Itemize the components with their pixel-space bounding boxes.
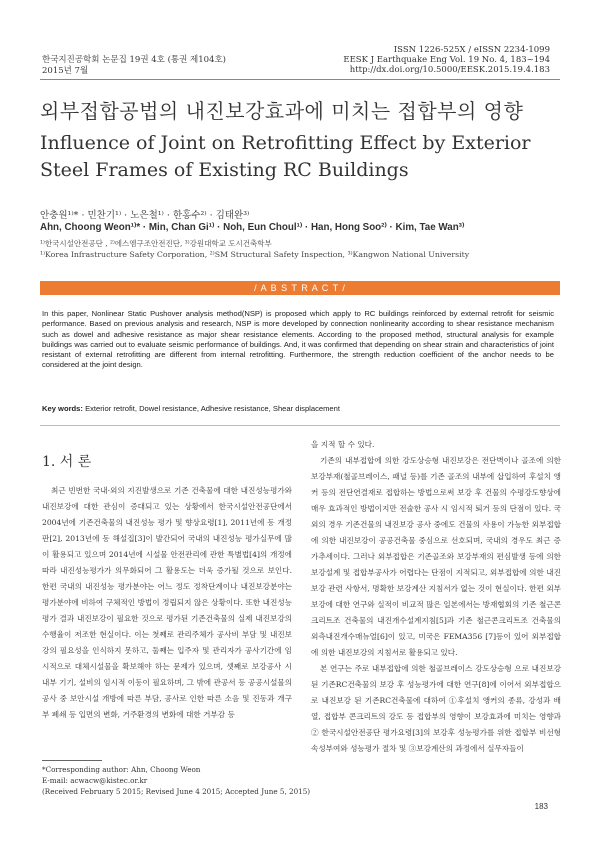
journal-date-ko: 2015년 7월 [42, 66, 89, 76]
keywords-label: Key words: [42, 404, 83, 413]
authors-korean: 안충원¹⁾* · 민찬기¹⁾ · 노은철¹⁾ · 한홍수²⁾ · 김태완³⁾ [40, 210, 250, 221]
body-column-right [311, 437, 561, 757]
page-number: 183 [534, 802, 548, 811]
journal-header-left [42, 55, 226, 77]
body-paragraph: 을 지적 할 수 있다. [311, 440, 375, 449]
affiliation-korean: ¹⁾한국시설안전공단 , ²⁾에스엠구조안전진단, ³⁾강원대학교 도시건축학부 [40, 239, 272, 248]
corresponding-author: *Corresponding author: Ahn, Choong Weon [42, 765, 201, 774]
journal-name-ko: 한국지진공학회 논문집 19권 4호 (통권 제104호) [42, 55, 226, 65]
received-dates: (Received February 5 2015; Revised June 4 2015; Accepted June 5, 2015) [42, 787, 311, 796]
body-paragraph: 기존의 내부접합에 의한 강도상승형 내진보강은 전단벽이나 골조에 의한 보강부재(철골브레이스, 패널 등)를 기존 골조의 내부에 삽입하여 후설치 앵커 등의 전단연결재로 접합하는 방법으로써 보강 후 건물의 수평강도향상에 매우 효과적인 방법이지만 전술한 공사 시 임시적 퇴거 등의 단점이 있다. 국외의 경우 기존건물의 내진보강 공사 중에도 건물의 사용이 가능한 외부접합에 의한 내진보강이 공공건축물 중심으로 선호되며, 국내의 경우도 최근 증가추세이다. 그러나 외부접합은 기존골조와 보강부재의 편심발생 등에 의한 보강설계 및 접합부공사가 어렵다는 단점이 지적되고, 외부접합에 의한 내진보강 관련 사항서, 명확한 보강계산 지침서가 없는 것이 현실이다. 한편 외부보강에 대한 연구와 실적이 비교적 많은 일본에서는 방재협회의 기존 철근콘크리트조 건축물의 내진개수설계지침[5]과 기존 철근콘크리트조 건축물의 외측내진개수매뉴얼[6]이 있고, 미국은 FEMA356 [7]등이 있어 외부접합에 의한 내진보강의 지침서로 활용되고 있다. [311, 456, 561, 657]
abstract-text: In this paper, Nonlinear Static Pushover analysis method(NSP) is proposed which apply to RC buildings reinforced by external retrofit for seismic performance. Based on previous analysis and research, NSP is more developed by connection nonlinearity according to shear resistance mechanism such as dowel and adhesive resistance as major shear resistance elements. According to the proposed method, structural analysis for example buildings was carried out to evaluate seismic performance of buildings. And, it was confirmed that depending on shear strain and characteristics of joint resistant of external retrofitting are different from internal retrofitting. Furthermore, the strength reduction coefficient of the anchor needs to be considered at the joint design. [42, 309, 554, 370]
keywords-list: Exterior retrofit, Dowel resistance, Adhesive resistance, Shear displacement [85, 404, 340, 413]
abstract-divider [40, 425, 560, 426]
body-paragraph: 최근 빈번한 국내·외의 지진발생으로 기존 건축물에 대한 내진성능평가와 내진보강에 대한 관심이 증대되고 있는 상황에서 한국시설안전공단에서 2004년에 기존건축물의 내진성능 평가 및 향상요령[1], 2011년에 동 개정판[2], 2013년에 동 해설집[3]이 발간되어 국내의 내진성능 평가실무에 많이 활용되고 있으며 2014년에 시설물 안전관리에 관한 특별법[4]의 개정에 따라 내진성능평가가 의무화되어 그 활용도는 더욱 증가될 것으로 보인다. 한편 국내의 내진성능 평가분야는 어느 정도 정착단계이나 내진보강분야는 평가분야에 비하여 구체적인 방법이 정립되지 않은 상황이다. 또한 내진성능평가 결과 내진보강이 필요한 것으로 평가된 기존건축물의 실제 내진보강의 수행율이 저조한 현실이다. 이는 첫째로 관리주체가 공사비 부담 및 내진보강의 필요성을 인식하지 못하고, 둘째는 입주자 및 관리자가 공사기간에 임시적으로 대체시설물을 확보해야 하는 문제가 있으며, 셋째로 보강공사 시 내부 기기, 설비의 임시적 이동이 필요하며, 그 밖에 관공서 등 공공시설물의 공사 중 보안시설 개방에 따른 부담, 공사로 인한 따른 소음 및 진동과 개구부 폐쇄 등 입면의 변화, 거주환경의 변화에 대한 거부감 등 [42, 486, 292, 719]
abstract-label: / A B S T R A C T / [254, 283, 346, 293]
keywords [42, 404, 340, 413]
authors-english: Ahn, Choong Weon¹⁾* · Min, Chan Gi¹⁾ · Noh, Eun Choul¹⁾ · Han, Hong Soo²⁾ · Kim, Tae Wan³⁾ [40, 222, 465, 233]
footnote [42, 764, 310, 797]
affiliation-english: ¹⁾Korea Infrastructure Safety Corporation, ²⁾SM Structural Safety Inspection, ³⁾Kangwon National University [40, 250, 470, 259]
doi-link[interactable]: http://dx.doi.org/10.5000/EESK.2015.19.4.183 [349, 65, 550, 75]
journal-header-right [343, 45, 550, 75]
section-title: 1. 서 론 [42, 454, 92, 470]
journal-name-en: EESK J Earthquake Eng Vol. 19 No. 4, 183~194 [343, 55, 550, 65]
title-korean: 외부접합공법의 내진보강효과에 미치는 접합부의 영향 [40, 99, 524, 123]
footnote-divider [42, 760, 102, 761]
author-email[interactable]: E-mail: acwacw@kistec.or.kr [42, 776, 148, 785]
abstract-banner [40, 281, 560, 295]
issn: ISSN 1226-525X / eISSN 2234-1099 [393, 45, 550, 55]
body-column-left [42, 437, 292, 723]
body-paragraph: 본 연구는 주로 내부접합에 의한 철골브레이스 강도상승형 으로 내진보강 된 기존RC건축물의 보강 후 성능평가에 대한 연구[8]에 이어서 외부접합으로 내진보강 된 기존RC건축물에 대하여 ①후설치 앵커의 종류, 강성과 배열, 접합부 콘크리트의 강도 등 접합부의 영향이 보강효과에 미치는 영향과 ② 한국시설안전공단 평가요령[3]의 보강후 성능평가를 위한 접합부 비선형속성부여와 성능평가 절차 및 ③보강계산의 과정에서 실무자들이 [311, 664, 561, 753]
header-divider [40, 79, 560, 80]
title-english: Influence of Joint on Retrofitting Effect by Exterior Steel Frames of Existing RC Buildings [40, 132, 531, 181]
